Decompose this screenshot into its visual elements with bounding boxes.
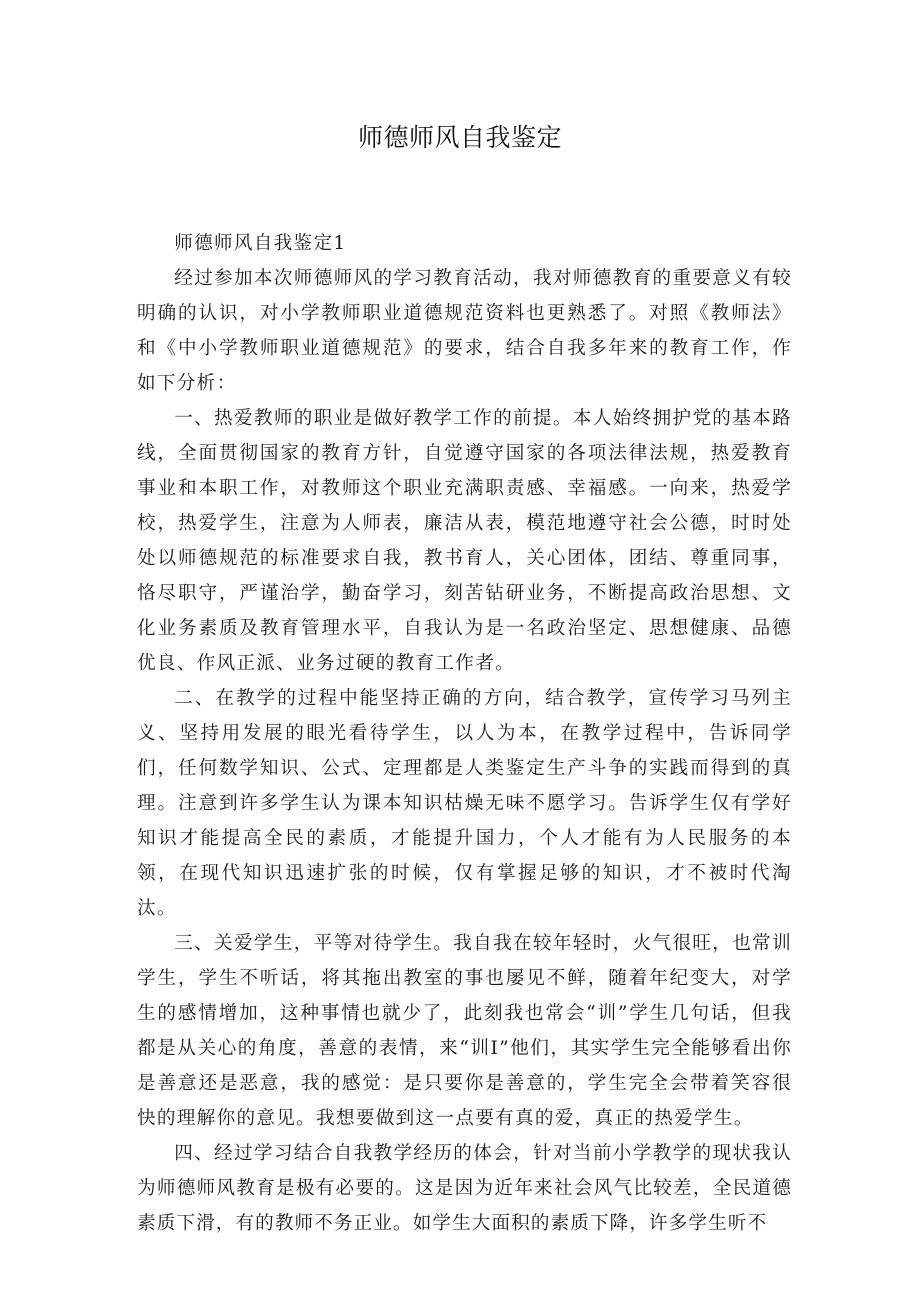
- section-heading: 师德师风自我鉴定1: [174, 233, 347, 254]
- paragraph-point-1: 一、热爱教师的职业是做好教学工作的前提。本人始终拥护党的基本路线，全面贯彻国家的教育方针，自觉遵守国家的各项法律法规，热爱教育事业和本职工作，对教师这个职业充满职责感、幸福感。一向来，热爱学校，热爱学生，注意为人师表，廉洁从表，模范地遵守社会公德，时时处处以师德规范的标准要求自我，教书育人，关心团体，团结、尊重同事，恪尽职守，严谨治学，勤奋学习，刻苦钻研业务，不断提高政治思想、文化业务素质及教育管理水平，自我认为是一名政治坚定、思想健康、品德优良、作风正派、业务过硬的教育工作者。: [137, 408, 792, 674]
- document-body: [137, 226, 792, 1241]
- paragraph-point-4: 四、经过学习结合自我教学经历的体会，针对当前小学教学的现状我认为师德师风教育是极有必要的。这是因为近年来社会风气比较差，全民道德素质下滑，有的教师不务正业。如学生大面积的素质下降，许多学生听不: [137, 1143, 792, 1234]
- paragraph-intro: 经过参加本次师德师风的学习教育活动，我对师德教育的重要意义有较明确的认识，对小学教师职业道德规范资料也更熟悉了。对照《教师法》和《中小学教师职业道德规范》的要求，结合自我多年来的教育工作，作如下分析：: [137, 268, 792, 394]
- paragraph-point-2: 二、在教学的过程中能坚持正确的方向，结合教学，宣传学习马列主义、坚持用发展的眼光看待学生，以人为本，在教学过程中，告诉同学们，任何数学知识、公式、定理都是人类鉴定生产斗争的实践而得到的真理。注意到许多学生认为课本知识枯燥无味不愿学习。告诉学生仅有学好知识才能提高全民的素质，才能提升国力，个人才能有为人民服务的本领，在现代知识迅速扩张的时候，仅有掌握足够的知识，才不被时代淘汰。: [137, 688, 792, 919]
- paragraph-point-3: 三、关爱学生，平等对待学生。我自我在较年轻时，火气很旺，也常训学生，学生不听话，将其拖出教室的事也屡见不鲜，随着年纪变大，对学生的感情增加，这种事情也就少了，此刻我也常会“训”学生几句话，但我都是从关心的角度，善意的表情，来“训I”他们，其实学生完全能够看出你是善意还是恶意，我的感觉：是只要你是善意的，学生完全会带着笑容很快的理解你的意见。我想要做到这一点要有真的爱，真正的热爱学生。: [137, 933, 792, 1129]
- document-title: 师德师风自我鉴定: [357, 123, 562, 152]
